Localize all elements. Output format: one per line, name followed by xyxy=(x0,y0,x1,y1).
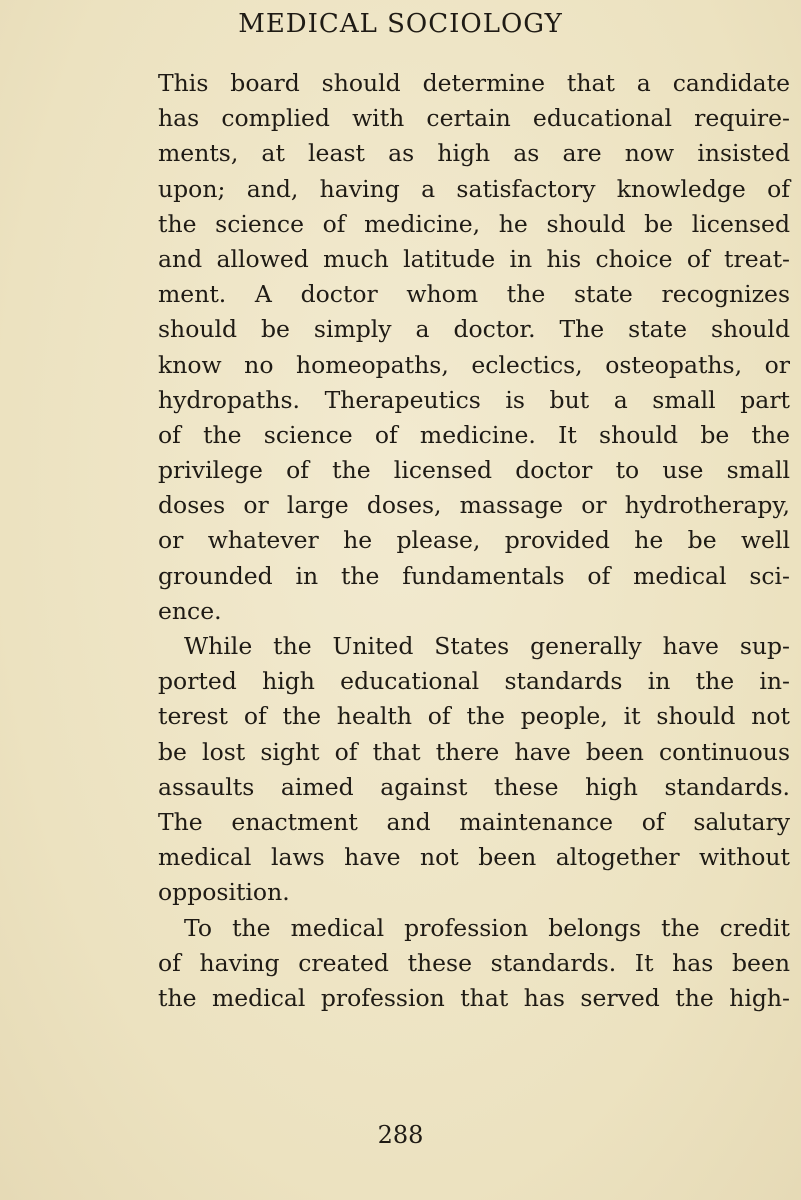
text-line: the science of medicine, he should be licensed xyxy=(158,209,790,238)
page-number: 288 xyxy=(377,1121,424,1149)
text-line: know no homeopaths, eclectics, osteopaths, or xyxy=(158,350,790,379)
running-head: MEDICAL SOCIOLOGY xyxy=(238,9,563,39)
text-line: assaults aimed against these high standards. xyxy=(158,772,790,801)
text-line: While the United States generally have sup- xyxy=(184,632,790,660)
text-line: of the science of medicine. It should be the xyxy=(158,420,790,449)
text-line: ported high educational standards in the in- xyxy=(158,667,790,696)
text-line: should be simply a doctor. The state should xyxy=(158,315,790,344)
text-line: To the medical profession belongs the credit xyxy=(184,913,790,942)
text-line: and allowed much latitude in his choice of treat- xyxy=(158,244,790,273)
text-line: opposition. xyxy=(158,878,290,907)
text-line: ments, at least as high as are now insisted xyxy=(158,139,790,168)
text-line: grounded in the fundamentals of medical sci- xyxy=(158,561,790,590)
text-line: ment. A doctor whom the state recognizes xyxy=(158,280,790,309)
text-line: ence. xyxy=(158,596,222,625)
text-line: the medical profession that has served the high- xyxy=(158,983,790,1012)
text-line: privilege of the licensed doctor to use small xyxy=(158,456,790,485)
text-line: medical laws have not been altogether without xyxy=(158,843,790,872)
text-line: or whatever he please, provided he be well xyxy=(158,526,790,555)
text-line: hydropaths. Therapeutics is but a small part xyxy=(158,385,790,414)
text-line: terest of the health of the people, it should not xyxy=(158,702,790,731)
text-line: doses or large doses, massage or hydrotherapy, xyxy=(158,491,790,520)
text-line: upon; and, having a satisfactory knowledge of xyxy=(158,174,790,203)
text-line: This board should determine that a candidate xyxy=(158,69,790,97)
text-line: be lost sight of that there have been continuous xyxy=(158,737,790,766)
text-line: has complied with certain educational require- xyxy=(158,104,790,133)
text-line: of having created these standards. It has been xyxy=(158,948,790,977)
body-text xyxy=(158,66,790,1016)
text-line: The enactment and maintenance of salutary xyxy=(158,807,790,836)
